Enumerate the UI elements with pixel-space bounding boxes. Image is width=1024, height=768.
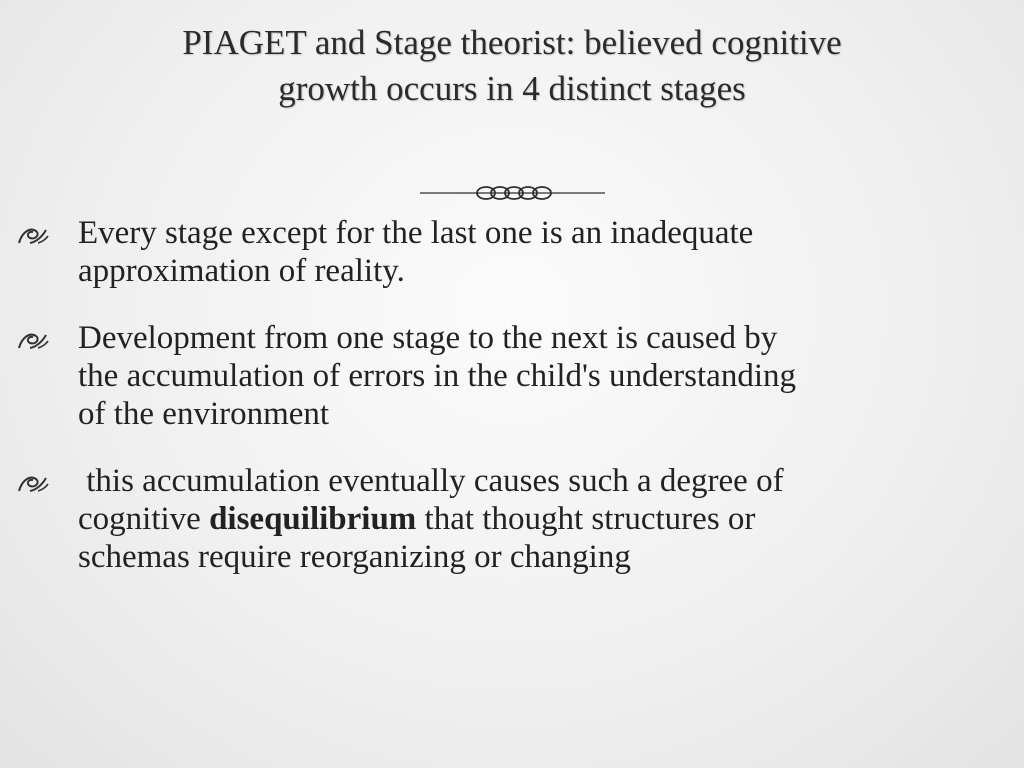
bullet-3-line-2-pre: cognitive bbox=[78, 501, 210, 537]
title-line-2: growth occurs in 4 distinct stages bbox=[278, 69, 746, 108]
bullet-3-bold-term: disequilibrium bbox=[209, 501, 417, 537]
leaf-bullet-icon bbox=[16, 472, 50, 494]
bullet-item bbox=[16, 214, 1016, 290]
bullet-list bbox=[16, 214, 1016, 576]
bullet-3-line-1: this accumulation eventually causes such a degree of bbox=[78, 463, 784, 499]
bullet-1-line-2: approximation of reality. bbox=[78, 253, 405, 289]
bullet-2-line-2: the accumulation of errors in the child's understanding bbox=[78, 358, 796, 394]
bullet-item bbox=[16, 462, 1016, 576]
leaf-bullet-icon bbox=[16, 329, 50, 351]
slide-title bbox=[60, 20, 964, 112]
leaf-bullet-icon bbox=[16, 224, 50, 246]
title-line-1: PIAGET and Stage theorist: believed cognitive bbox=[182, 23, 842, 62]
bullet-2-line-3: of the environment bbox=[78, 396, 330, 432]
ornamental-divider-icon bbox=[420, 181, 605, 205]
bullet-1-line-1: Every stage except for the last one is an inadequate bbox=[78, 215, 754, 251]
bullet-item bbox=[16, 319, 1016, 433]
bullet-2-line-1: Development from one stage to the next is caused by bbox=[78, 320, 778, 356]
bullet-3-line-2-post: that thought structures or bbox=[416, 501, 756, 537]
bullet-3-line-3: schemas require reorganizing or changing bbox=[78, 539, 631, 575]
